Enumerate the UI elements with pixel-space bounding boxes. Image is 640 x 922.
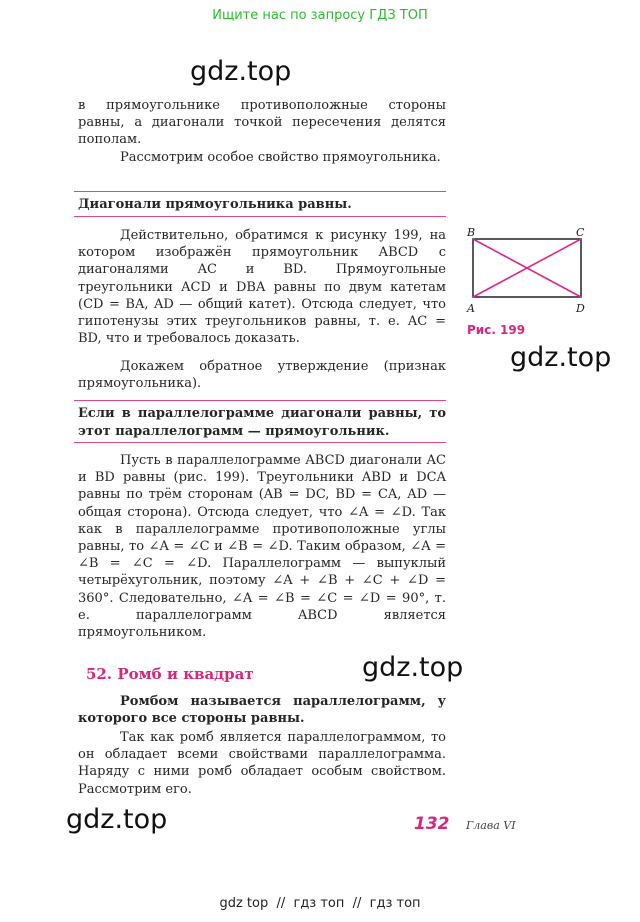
vertex-label-b: B: [467, 226, 476, 239]
vertex-label-c: C: [576, 226, 585, 239]
chapter-label: Глава VI: [466, 819, 516, 832]
vertex-label-a: A: [467, 302, 475, 315]
rectangle-figure: [462, 224, 592, 318]
rule-bottom: [74, 442, 446, 443]
theorem-statement: Диагонали прямоугольника равны.: [78, 197, 352, 212]
watermark: gdz.top: [190, 56, 292, 87]
paragraph: Пусть в параллелограмме ABCD диагонали AC и BD равны (рис. 199). Треугольники ABD и DCA равны по трём сторонам (AB = DC, BD = CA, AD — общая сторона). Отсюда следует, что ∠A = ∠D. Так как в параллелограмме противоположные углы равны, то ∠A = ∠C и ∠B = ∠D. Таким образом, ∠A = ∠B = ∠C = ∠D. Параллелограмм — выпуклый четырёхугольник, поэтому ∠A + ∠B + ∠C + ∠D = 360°. Следовательно, ∠A = ∠B = ∠C = ∠D = 90°, т. е. параллелограмм ABCD является прямоугольником.: [78, 453, 446, 641]
paragraph: Действительно, обратимся к рисунку 199, на котором изображён прямоугольник ABCD с диагоналями AC и BD. Прямоугольные треугольники ACD и DBA равны по двум катетам (CD = BA, AD — общий катет). Отсюда следует, что гипотенузы этих треугольников равны, т. е. AC = BD, что и требовалось доказать.: [78, 228, 446, 347]
watermark: gdz.top: [66, 804, 168, 835]
rule-bottom: [74, 216, 446, 217]
watermark: gdz.top: [362, 652, 464, 683]
rule-top: [74, 400, 446, 401]
watermark: gdz.top: [510, 342, 612, 373]
paragraph: Докажем обратное утверждение (признак прямоугольника).: [78, 359, 446, 392]
paragraph: Так как ромб является параллелограммом, то он обладает всеми свойствами параллелограмма. Наряду с ними ромб обладает особым свойством. Рассмотрим его.: [78, 730, 446, 797]
paragraph: Рассмотрим особое свойство прямоугольника.: [120, 150, 441, 165]
definition: Ромбом называется параллелограмм, у которого все стороны равны.: [78, 694, 446, 727]
theorem-statement: Если в параллелограмме диагонали равны, то этот параллелограмм — прямоугольник.: [78, 406, 446, 439]
paragraph: в прямоугольнике противоположные стороны равны, а диагонали точкой пересечения делятся пополам.: [78, 98, 446, 148]
section-heading: 52. Ромб и квадрат: [86, 665, 254, 683]
page-number: 132: [414, 814, 450, 834]
footer-links[interactable]: gdz top // гдз топ // гдз топ: [219, 896, 421, 911]
rule-top: [74, 191, 446, 192]
vertex-label-d: D: [576, 302, 585, 315]
figure-caption: Рис. 199: [467, 323, 526, 337]
search-hint-link[interactable]: Ищите нас по запросу ГДЗ ТОП: [212, 8, 428, 23]
